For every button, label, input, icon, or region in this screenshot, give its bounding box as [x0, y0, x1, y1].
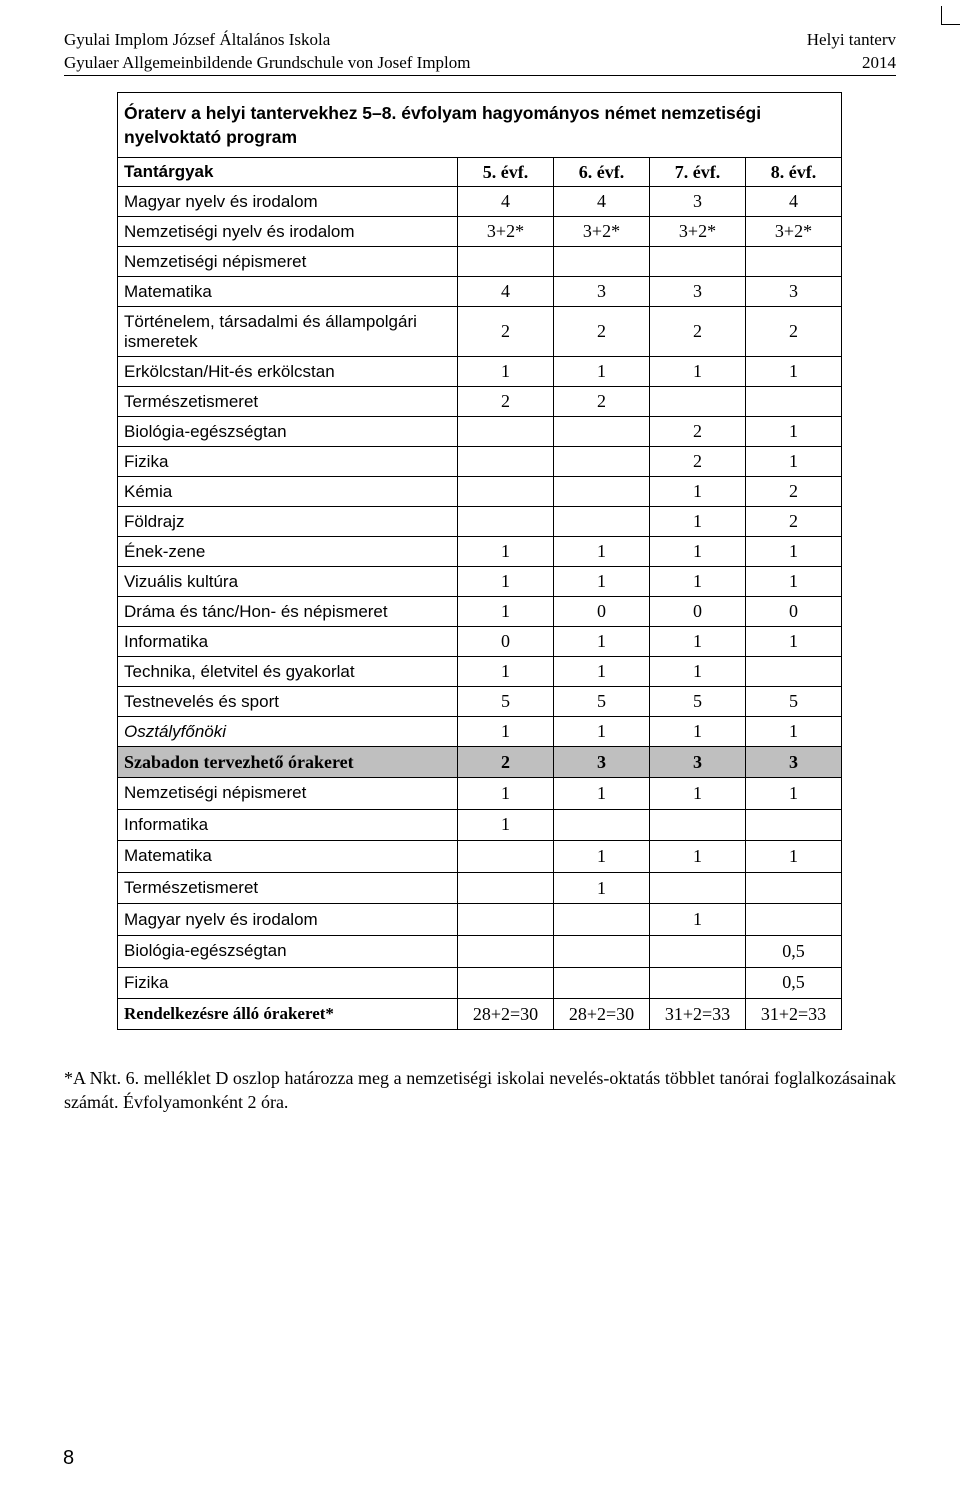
hours-grade-7: 31+2=33: [650, 999, 746, 1030]
hours-grade-8: 0,5: [746, 935, 842, 967]
hours-grade-8: 1: [746, 778, 842, 810]
hours-grade-8: 0,5: [746, 967, 842, 999]
hours-grade-8: 2: [746, 307, 842, 357]
subject-row: [118, 307, 842, 357]
subject-name: Történelem, társadalmi és állampolgári ismeretek: [118, 307, 458, 357]
subject-row: [118, 597, 842, 627]
hours-grade-6: 5: [554, 687, 650, 717]
hours-grade-7: 5: [650, 687, 746, 717]
subject-row: [118, 447, 842, 477]
hours-grade-8: 4: [746, 187, 842, 217]
hours-grade-8: 2: [746, 477, 842, 507]
hours-grade-5: 28+2=30: [458, 999, 554, 1030]
hours-grade-8: [746, 247, 842, 277]
hours-grade-6: 0: [554, 597, 650, 627]
hours-grade-8: 1: [746, 567, 842, 597]
hours-grade-8: 1: [746, 537, 842, 567]
free-hours-subject-row: [118, 935, 842, 967]
hours-grade-6: 1: [554, 841, 650, 873]
hours-grade-5: [458, 935, 554, 967]
subject-name: Biológia-egészségtan: [118, 417, 458, 447]
hours-grade-6: 1: [554, 627, 650, 657]
subject-name: Fizika: [118, 447, 458, 477]
hours-grade-5: [458, 841, 554, 873]
subject-name: Biológia-egészségtan: [118, 935, 458, 967]
subject-row: [118, 687, 842, 717]
hours-grade-7: 1: [650, 778, 746, 810]
subject-row: [118, 217, 842, 247]
hours-grade-7: [650, 872, 746, 904]
grade-6-header: 6. évf.: [554, 158, 650, 187]
hours-grade-6: [554, 247, 650, 277]
subject-name: Informatika: [118, 809, 458, 841]
header-rule: [64, 75, 896, 76]
subject-row: [118, 537, 842, 567]
hours-grade-7: 1: [650, 567, 746, 597]
subject-name: Ének-zene: [118, 537, 458, 567]
table-header-row: [118, 158, 842, 187]
hours-grade-8: 0: [746, 597, 842, 627]
hours-grade-7: 1: [650, 507, 746, 537]
subject-row: [118, 187, 842, 217]
hours-grade-8: 1: [746, 417, 842, 447]
hours-grade-6: [554, 477, 650, 507]
subject-name: Dráma és tánc/Hon- és népismeret: [118, 597, 458, 627]
hours-grade-8: [746, 809, 842, 841]
hours-grade-8: 3+2*: [746, 217, 842, 247]
subject-name: Rendelkezésre álló órakeret*: [118, 999, 458, 1030]
subject-name: Földrajz: [118, 507, 458, 537]
hours-grade-5: [458, 967, 554, 999]
subject-row: [118, 417, 842, 447]
hours-grade-8: 1: [746, 627, 842, 657]
subject-name: Nemzetiségi nyelv és irodalom: [118, 217, 458, 247]
subject-name: Informatika: [118, 627, 458, 657]
hours-grade-8: 3: [746, 747, 842, 778]
grade-7-header: 7. évf.: [650, 158, 746, 187]
hours-grade-8: [746, 657, 842, 687]
hours-grade-6: 1: [554, 567, 650, 597]
hours-grade-6: 1: [554, 537, 650, 567]
hours-grade-5: 4: [458, 277, 554, 307]
hours-grade-6: 1: [554, 872, 650, 904]
hours-grade-8: 1: [746, 841, 842, 873]
subject-row: [118, 357, 842, 387]
free-hours-subject-row: [118, 967, 842, 999]
page-number: 8: [63, 1447, 75, 1469]
hours-grade-7: [650, 247, 746, 277]
subject-row: [118, 277, 842, 307]
hours-grade-5: 2: [458, 747, 554, 778]
hours-grade-6: 1: [554, 778, 650, 810]
subject-name: Természetismeret: [118, 872, 458, 904]
hours-grade-5: 2: [458, 387, 554, 417]
school-name-hu: Gyulai Implom József Általános Iskola: [64, 30, 331, 49]
hours-grade-5: 2: [458, 307, 554, 357]
total-hours-row: [118, 999, 842, 1030]
subject-name: Testnevelés és sport: [118, 687, 458, 717]
document-year: 2014: [862, 53, 896, 72]
hours-grade-6: [554, 507, 650, 537]
hours-grade-8: 5: [746, 687, 842, 717]
hours-grade-7: [650, 935, 746, 967]
hours-grade-5: 3+2*: [458, 217, 554, 247]
hours-grade-7: 3: [650, 747, 746, 778]
hours-grade-5: 1: [458, 778, 554, 810]
hours-grade-5: [458, 872, 554, 904]
subject-row: [118, 717, 842, 747]
hours-grade-6: 4: [554, 187, 650, 217]
subject-row: [118, 477, 842, 507]
hours-grade-6: [554, 935, 650, 967]
subject-name: Technika, életvitel és gyakorlat: [118, 657, 458, 687]
hours-grade-8: 1: [746, 717, 842, 747]
hours-grade-7: [650, 387, 746, 417]
hours-grade-6: 1: [554, 657, 650, 687]
hours-grade-8: 3: [746, 277, 842, 307]
hours-grade-7: [650, 809, 746, 841]
hours-grade-5: 1: [458, 537, 554, 567]
subject-row: [118, 387, 842, 417]
hours-grade-8: 31+2=33: [746, 999, 842, 1030]
hours-grade-7: 1: [650, 717, 746, 747]
subject-row: [118, 567, 842, 597]
hours-grade-8: [746, 387, 842, 417]
hours-grade-7: 2: [650, 307, 746, 357]
hours-grade-5: 1: [458, 597, 554, 627]
subject-row: [118, 507, 842, 537]
hours-grade-6: 1: [554, 717, 650, 747]
hours-grade-7: 1: [650, 627, 746, 657]
hours-grade-7: [650, 967, 746, 999]
hours-grade-7: 1: [650, 537, 746, 567]
school-name-de: Gyulaer Allgemeinbildende Grundschule von Josef Implom: [64, 53, 471, 72]
subject-name: Magyar nyelv és irodalom: [118, 187, 458, 217]
hours-grade-5: [458, 417, 554, 447]
hours-grade-6: 2: [554, 387, 650, 417]
free-hours-subject-row: [118, 778, 842, 810]
hours-grade-6: 3: [554, 277, 650, 307]
hours-grade-7: 3: [650, 187, 746, 217]
hours-grade-7: 1: [650, 477, 746, 507]
subjects-header: Tantárgyak: [118, 158, 458, 187]
hours-grade-7: 3+2*: [650, 217, 746, 247]
subject-name: Vizuális kultúra: [118, 567, 458, 597]
subject-name: Magyar nyelv és irodalom: [118, 904, 458, 936]
free-hours-subject-row: [118, 904, 842, 936]
hours-grade-5: [458, 247, 554, 277]
hours-grade-5: 1: [458, 357, 554, 387]
hours-grade-6: 28+2=30: [554, 999, 650, 1030]
subject-name: Szabadon tervezhető órakeret: [118, 747, 458, 778]
hours-grade-8: 1: [746, 357, 842, 387]
hours-grade-6: [554, 417, 650, 447]
hours-grade-7: 1: [650, 841, 746, 873]
page-corner-mark: [941, 6, 960, 25]
subject-name: Kémia: [118, 477, 458, 507]
hours-grade-7: 3: [650, 277, 746, 307]
hours-grade-5: 1: [458, 809, 554, 841]
subject-name: Nemzetiségi népismeret: [118, 247, 458, 277]
curriculum-table: [117, 92, 842, 1030]
subject-name: Matematika: [118, 841, 458, 873]
hours-grade-5: 4: [458, 187, 554, 217]
hours-grade-6: [554, 447, 650, 477]
free-hours-row: [118, 747, 842, 778]
subject-name: Fizika: [118, 967, 458, 999]
table-title: Óraterv a helyi tantervekhez 5–8. évfolyam hagyományos német nemzetiségi nyelvoktató program: [118, 93, 842, 158]
hours-grade-8: 2: [746, 507, 842, 537]
subject-name: Matematika: [118, 277, 458, 307]
hours-grade-5: [458, 477, 554, 507]
hours-grade-5: 5: [458, 687, 554, 717]
subject-name: Nemzetiségi népismeret: [118, 778, 458, 810]
hours-grade-7: 0: [650, 597, 746, 627]
hours-grade-6: [554, 904, 650, 936]
hours-grade-5: 1: [458, 717, 554, 747]
hours-grade-5: 1: [458, 657, 554, 687]
subject-name: Osztályfőnöki: [118, 717, 458, 747]
subject-row: [118, 247, 842, 277]
hours-grade-6: [554, 809, 650, 841]
hours-grade-6: [554, 967, 650, 999]
page-header: [64, 28, 896, 74]
hours-grade-6: 3: [554, 747, 650, 778]
subject-row: [118, 627, 842, 657]
hours-grade-7: 2: [650, 417, 746, 447]
subject-name: Erkölcstan/Hit-és erkölcstan: [118, 357, 458, 387]
free-hours-subject-row: [118, 809, 842, 841]
free-hours-subject-row: [118, 841, 842, 873]
hours-grade-7: 1: [650, 657, 746, 687]
free-hours-subject-row: [118, 872, 842, 904]
hours-grade-8: [746, 872, 842, 904]
grade-8-header: 8. évf.: [746, 158, 842, 187]
grade-5-header: 5. évf.: [458, 158, 554, 187]
curriculum-table-body: [118, 93, 842, 1030]
hours-grade-7: 2: [650, 447, 746, 477]
hours-grade-6: 3+2*: [554, 217, 650, 247]
hours-grade-5: 1: [458, 567, 554, 597]
hours-grade-7: 1: [650, 904, 746, 936]
hours-grade-5: [458, 904, 554, 936]
hours-grade-8: 1: [746, 447, 842, 477]
subject-name: Természetismeret: [118, 387, 458, 417]
hours-grade-7: 1: [650, 357, 746, 387]
hours-grade-5: [458, 507, 554, 537]
hours-grade-5: 0: [458, 627, 554, 657]
hours-grade-6: 2: [554, 307, 650, 357]
subject-row: [118, 657, 842, 687]
hours-grade-8: [746, 904, 842, 936]
hours-grade-5: [458, 447, 554, 477]
hours-grade-6: 1: [554, 357, 650, 387]
footnote: *A Nkt. 6. melléklet D oszlop határozza meg a nemzetiségi iskolai nevelés-oktatás többlet tanórai foglalkozásainak számát. Évfolyamonként 2 óra.: [64, 1068, 896, 1112]
document-type: Helyi tanterv: [806, 30, 896, 49]
